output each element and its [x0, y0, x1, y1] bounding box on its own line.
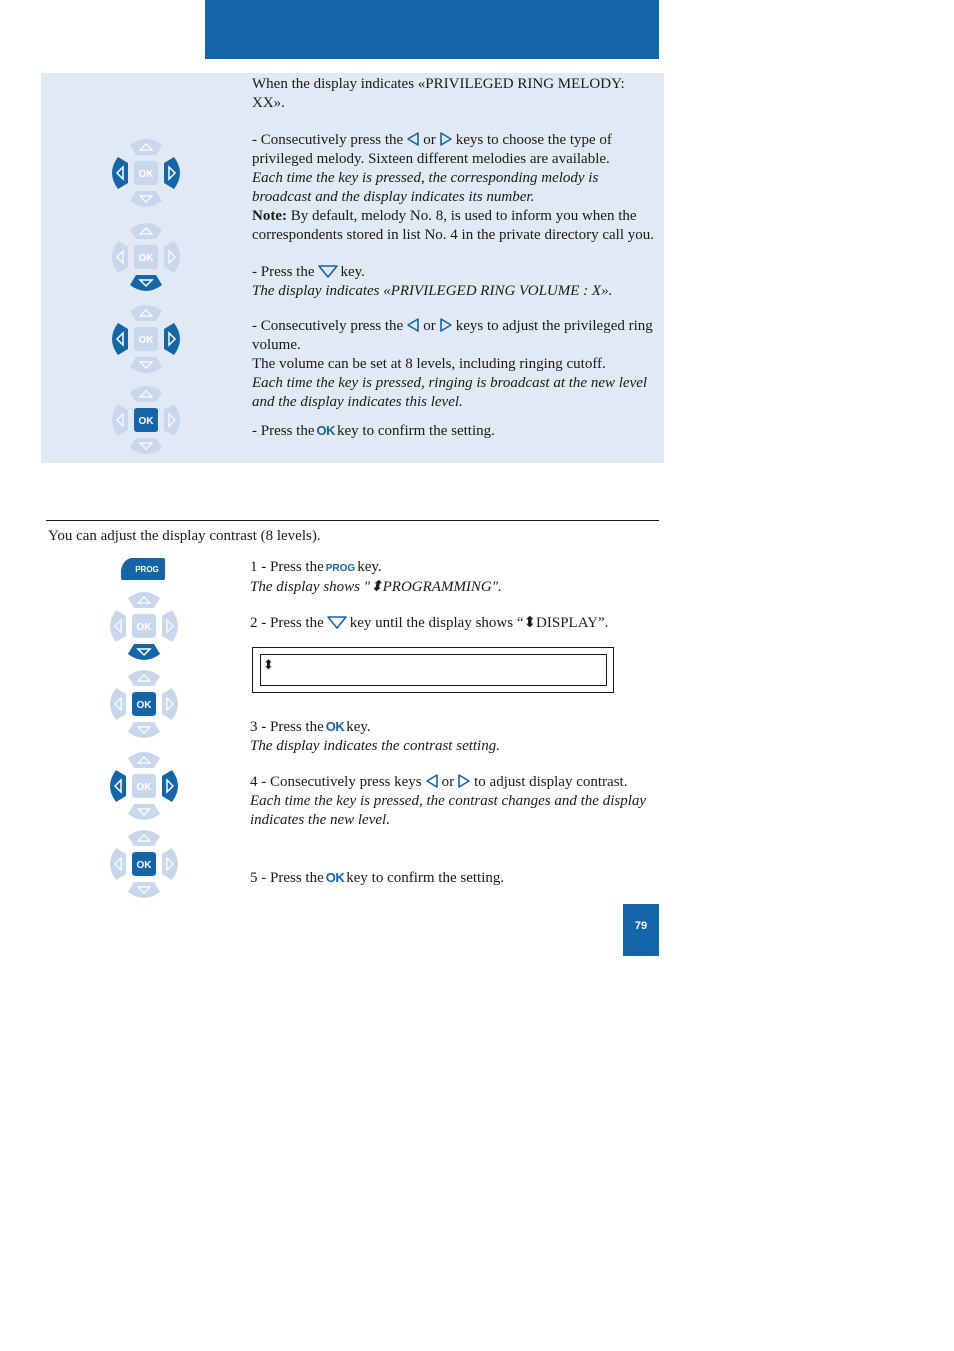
phone-display — [252, 647, 614, 693]
section2-step1-note: The display shows "⬍PROGRAMMING". — [250, 579, 502, 595]
navigator-pad-down — [106, 588, 182, 664]
section1-step1-note: Each time the key is pressed, the corresponding melody is broadcast and the display indicates its number. — [252, 170, 599, 205]
section2-step3: 3 - Press the OK key. The display indicates the contrast setting. — [250, 717, 655, 756]
navigator-pad-down — [108, 219, 184, 295]
section-divider — [46, 520, 659, 521]
section2-step2: 2 - Press the key until the display shows “⬍DISPLAY”. — [250, 615, 609, 631]
section2-step4-note: Each time the key is pressed, the contrast changes and the display indicates the new level. — [250, 793, 647, 828]
svg-text:OK: OK — [138, 169, 154, 180]
header-bar — [205, 0, 659, 59]
navigator-pad-ok — [106, 826, 182, 902]
prog-key-label-icon: PROG — [325, 563, 356, 574]
section1-step2: - Press the key. — [252, 264, 365, 280]
down-arrow-key-icon — [317, 263, 339, 279]
svg-text:OK: OK — [136, 860, 152, 871]
ok-key-icon: OK — [316, 423, 335, 438]
section2-step4: 4 - Consecutively press keys or to adjust display contrast. Each time the key is pressed, the contrast changes and the display indicates the new level. — [250, 773, 655, 830]
section2-intro: You can adjust the display contrast (8 levels). — [48, 528, 321, 544]
navigator-pad-left-right — [106, 748, 182, 824]
svg-text:OK: OK — [136, 622, 152, 633]
section1-step2-note: The display indicates «PRIVILEGED RING VOLUME : X». — [252, 283, 613, 299]
prog-key-icon — [121, 558, 165, 580]
ok-key-icon: OK — [325, 870, 345, 885]
section2-step5: 5 - Press the OK key to confirm the setting. — [250, 870, 505, 886]
section2-step3-note: The display indicates the contrast setting. — [250, 738, 500, 754]
section2-step1: 1 - Press the PROG key. The display shows "⬍PROGRAMMING". — [250, 558, 655, 597]
navigator-pad-left-right — [108, 135, 184, 211]
down-arrow-key-icon — [326, 614, 348, 630]
section1-step3-text: The volume can be set at 8 levels, including ringing cutoff. — [252, 356, 606, 372]
section1-step4: - Press the OK key to confirm the setting. — [252, 423, 495, 439]
right-arrow-key-icon — [438, 317, 454, 333]
left-arrow-key-icon — [405, 317, 421, 333]
ok-key-icon: OK — [325, 719, 345, 734]
navigator-pad-ok — [108, 382, 184, 458]
left-arrow-key-icon — [424, 773, 440, 789]
right-arrow-key-icon — [438, 131, 454, 147]
section1-note: Note: By default, melody No. 8, is used to inform you when the correspondents stored in list No. 4 in the private directory call you. — [252, 208, 654, 243]
svg-text:OK: OK — [138, 416, 154, 427]
page-number: 79 — [623, 904, 659, 956]
section1-text — [252, 75, 654, 441]
svg-text:OK: OK — [136, 700, 152, 711]
section1-step1: - Consecutively press the or keys to choose the type of privileged melody. Sixteen different melodies are available. — [252, 132, 612, 167]
left-arrow-key-icon — [405, 131, 421, 147]
svg-text:OK: OK — [138, 335, 154, 346]
phone-display-screen: ⬍ — [260, 654, 607, 686]
section1-step3: - Consecutively press the or keys to adjust the privileged ring volume. — [252, 318, 653, 353]
svg-text:OK: OK — [138, 253, 154, 264]
section1-intro: When the display indicates «PRIVILEGED RING MELODY: XX». — [252, 76, 625, 111]
svg-text:OK: OK — [136, 782, 152, 793]
navigator-pad-left-right — [108, 301, 184, 377]
svg-text:PROG: PROG — [135, 565, 159, 574]
section1-step3-note: Each time the key is pressed, ringing is broadcast at the new level and the display indicates this level. — [252, 375, 648, 410]
right-arrow-key-icon — [456, 773, 472, 789]
navigator-pad-ok — [106, 666, 182, 742]
